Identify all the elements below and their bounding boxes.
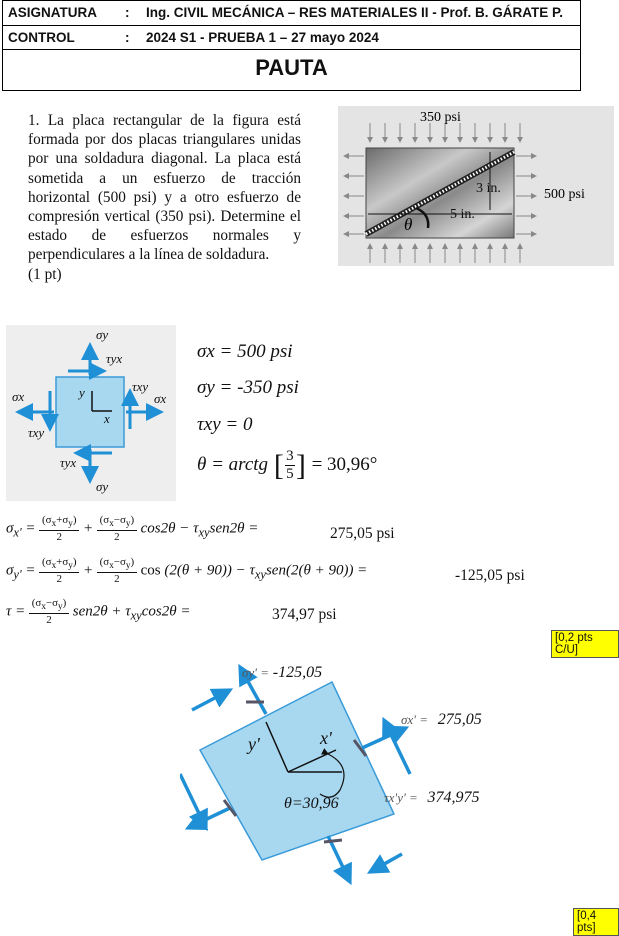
control-value: 2024 S1 - PRUEBA 1 – 27 mayo 2024: [146, 30, 379, 45]
y-prime-label: y': [248, 734, 260, 754]
colon: :: [125, 5, 130, 20]
result-sigma-x-prime: 275,05 psi: [330, 525, 395, 542]
formula-tau-prime: $\tau = (\sigma_x-\sigma_y)$ 2 $sen2\theta + \tau_{xy}\cos 2\theta$ =: [6, 597, 191, 627]
colon: :: [125, 30, 130, 45]
given-sigma-y: σy = -350 psi: [197, 377, 299, 398]
rotated-theta-label: θ=30,96: [284, 795, 339, 812]
header-row-asignatura: [2, 0, 581, 25]
height-dim-label: 3 in.: [476, 181, 501, 196]
formula-sigma-y-prime: $\sigma_{y'} = (\sigma_x+\sigma_y)$ $2 + (\sigma_x-\sigma_y)$ 2 $\cos (2(\theta + 90)) - \tau_{xy}sen(2(\theta + 90))$ =: [6, 556, 368, 586]
rotated-tau-label: [384, 789, 480, 807]
left-bracket: [: [273, 448, 284, 482]
given-sigma-x: σx = 500 psi: [197, 341, 293, 362]
tau-xy-left-label: τxy: [28, 425, 45, 440]
sy-prime-value: -125,05: [272, 664, 323, 681]
right-load-label: 500 psi: [544, 187, 585, 202]
sigma-y-top-label: σy: [96, 327, 109, 342]
control-label: CONTROL: [8, 30, 75, 45]
right-bracket: ]: [295, 448, 306, 482]
rotated-element-figure: [180, 662, 520, 887]
formula-sigma-x-prime: $\sigma_{x'} = (\sigma_x+\sigma_y)$ $2 + (\sigma_x-\sigma_y)$ 2 $\cos 2\theta - \tau_{xy}sen2\theta$ =: [6, 514, 259, 544]
top-load-label: 350 psi: [420, 110, 461, 125]
theta-label: θ: [404, 215, 413, 234]
rotated-sigma-x-label: [401, 711, 482, 729]
asignatura-value: Ing. CIVIL MECÁNICA – RES MATERIALES II - Prof. B. GÁRATE P.: [146, 5, 564, 20]
score-badge-1: [0,2 pts C/U]: [551, 630, 619, 658]
theta-lhs: θ = arctg: [197, 453, 269, 475]
rotated-element-square: [200, 682, 394, 860]
problem-points: (1 pt): [28, 265, 62, 283]
x-prime-label: x': [320, 728, 332, 748]
txy-prime-value: 374,975: [427, 789, 480, 806]
tau-yx-top-label: τyx: [106, 351, 123, 366]
given-theta: [197, 448, 377, 483]
y-axis-label: y: [79, 385, 85, 400]
problem-statement: [28, 111, 301, 284]
score-badge-2: [0,4 pts]: [573, 908, 619, 936]
stress-element-figure: [6, 325, 176, 501]
sigma-y-bottom-label: σy: [96, 479, 109, 494]
theta-denominator: 5: [286, 466, 294, 482]
plate-figure: [338, 106, 614, 266]
theta-rhs: = 30,96°: [311, 453, 378, 475]
theta-numerator: 3: [286, 448, 294, 464]
width-dim-label: 5 in.: [450, 207, 475, 222]
stress-element-square: [56, 377, 124, 447]
sigma-x-left-label: σx: [12, 389, 25, 404]
tau-xy-right-label: τxy: [132, 379, 149, 394]
header-row-control: [2, 25, 581, 49]
result-sigma-y-prime: -125,05 psi: [455, 567, 525, 584]
rotated-sigma-y-label: [242, 664, 322, 682]
x-axis-label: x: [104, 411, 110, 426]
asignatura-label: ASIGNATURA: [8, 5, 97, 20]
problem-text: 1. La placa rectangular de la figura está formada por dos placas triangulares unidas por una soldadura diagonal. La placa está sometida a un esfuerzo de tracción horizontal (500 psi) y a otro esfuerzo de compresión vertical (350 psi). Determine el estado de esfuerzos normales y perpendiculares a la línea de soldadura.: [28, 112, 301, 264]
txy-prime-label: τx'y' =: [384, 790, 418, 805]
given-tau-xy: τxy = 0: [197, 414, 253, 435]
sx-prime-label: σx' =: [401, 712, 428, 727]
result-tau-prime: 374,97 psi: [272, 606, 337, 623]
tau-yx-bottom-label: τyx: [60, 455, 77, 470]
sy-prime-label: σy' =: [242, 665, 269, 680]
sigma-x-right-label: σx: [154, 391, 167, 406]
sx-prime-value: 275,05: [437, 711, 482, 728]
page-title: [2, 49, 581, 91]
theta-fraction: [285, 448, 295, 483]
page-title-text: PAUTA: [255, 55, 328, 80]
